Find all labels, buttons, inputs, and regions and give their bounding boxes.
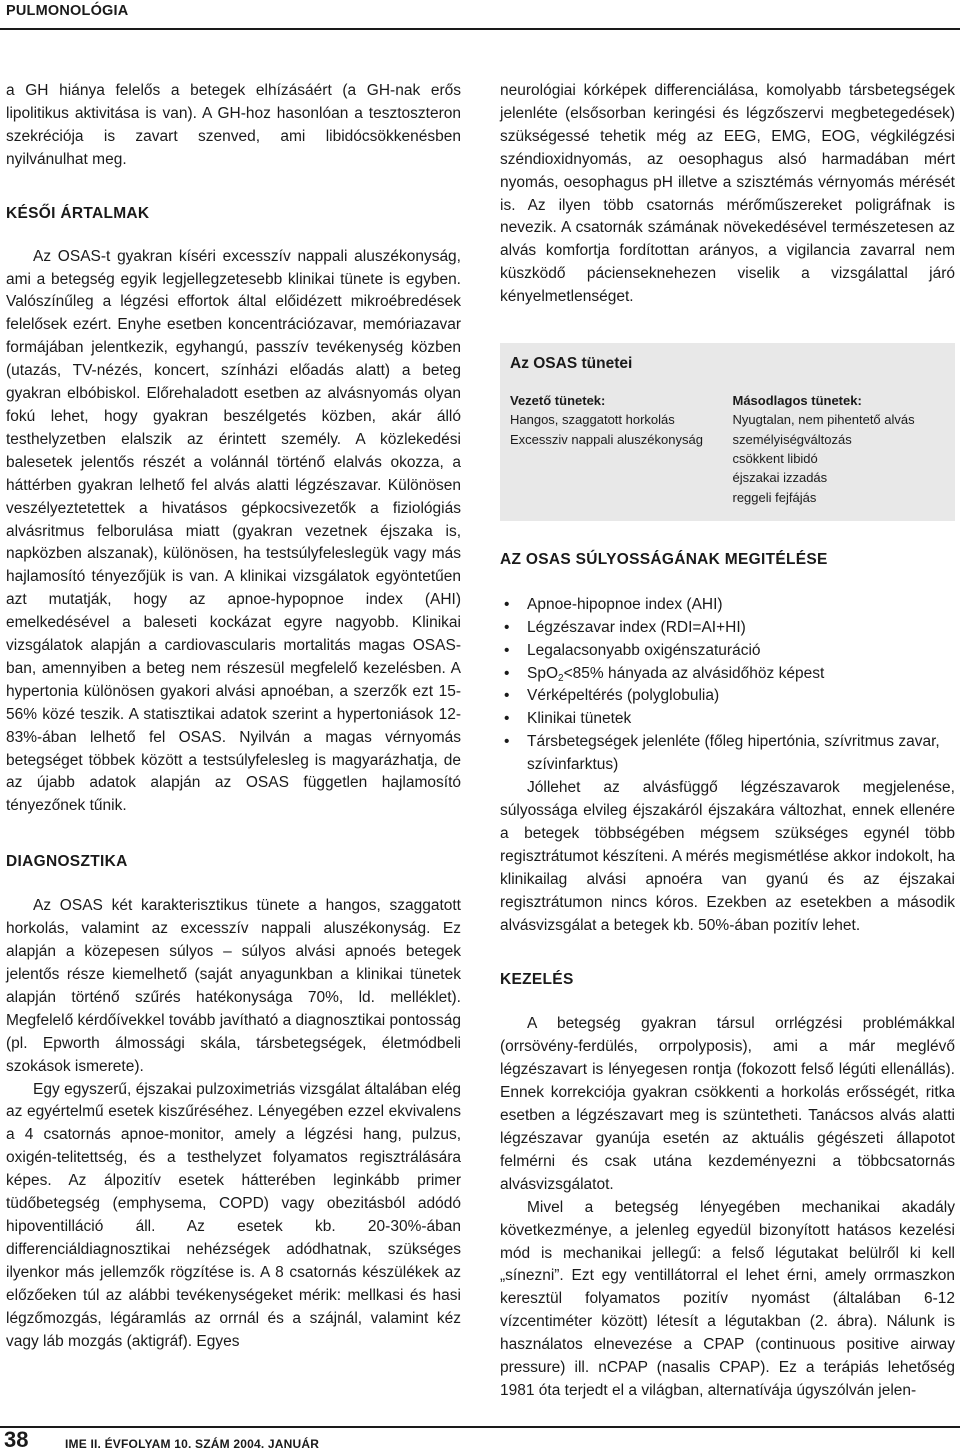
spo-label: SpO [527, 664, 559, 682]
kezeles-paragraph-1: A betegség gyakran társul orrlégzési problémákkal (orrsövény-ferdülés, orrpolyposis), ami a már meglévő légzészavart is lényegesen rontja (fokozott felső légúti ellenállás). Ennek korrekciója gyakran csökkenti a horkolás erősségét, ritka esetben a légzészavart meg is szüntetheti. Tanácsos alvás alatti légzészavar gyanúja esetén az aktuális gégészeti állapotot felmérni és csak utána kezdeményezni a többcsatornás alvásvizsgálatot. [500, 1015, 955, 1193]
list-item: • Vérképeltérés (polyglobulia) [500, 685, 955, 708]
section-label: PULMONOLÓGIA [6, 3, 129, 19]
heading-kesoi-artalmak: KÉSŐI ÁRTALMAK [6, 204, 150, 222]
list-item: • Apnoe-hipopnoe index (AHI) [500, 594, 955, 617]
heading-diagnosztika: DIAGNOSZTIKA [6, 853, 128, 871]
right-intro-paragraph: neurológiai kórképek differenciálása, komolyabb társbetegségek jelenléte (elsősorban keringési és légzőszervi megbetegedések) szükségessé tehetik még az EEG, EMG, EOG, végkilégzési széndioxidnyomás, az oesophagus alsó harmadában mért nyomás, oesophagus pH illetve a szisztémás vérnyomás mérését is. Az ilyen több csatornás mérőműszereket poligráfnak is nevezik. A csatornák számának növekedésével természetesen az alvás komfortja fordítottan arányos, a vigilancia zavarral nem küszködő pácienseknehezen viselik a vizsgálattal járó kényelmetlenséget. [500, 82, 955, 306]
secondary-item: Nyugtalan, nem pihentető alvás [732, 412, 915, 428]
secondary-item: személyiségváltozás [732, 431, 852, 447]
box-title: Az OSAS tünetei [510, 355, 633, 373]
secondary-heading: Másodlagos tünetek: [732, 393, 862, 409]
spo-text: <85% hányada az alvásidőhöz képest [563, 664, 825, 682]
severity-list [500, 594, 955, 777]
list-item: • Legalacsonyabb oxigénszaturáció [500, 640, 955, 663]
heading-sulyossag: AZ OSAS SÚLYOSSÁGÁNAK MEGITÉLÉSE [500, 550, 828, 568]
heading-kezeles: KEZELÉS [500, 971, 574, 989]
diag-paragraph-2: Egy egyszerű, éjszakai pulzoximetriás vizsgálat általában elég az egyértelmű esetek kiszűréséhez. Lényegében ezzel ekvivalens a 4 csatornás apnoe-monitor, amely a légzési hang, pulzus, oxigén-telitettség, és a testhelyzet folyamatos regisztrálására képes. Az álpozitív esetek hátterében leginkább primer tüdőbetegség (emphysema, COPD) vagy obezitásból adódó hipoventilláció áll. Az esetek kb. 20-30%-ában differenciáldiagnosztikai nehézségek adódhatnak, szükséges ilyenkor más jellemzők rögzítése is. A 8 csatornás készülékek az előzőeken túl az alábbi tevékenységeket mérik: mellkasi és hasi légzőmozgás, légáramlás az orrnál és a szájnál, valamint kéz vagy láb mozgás (aktigráf). Egyes [6, 1080, 461, 1350]
spo-subscript: 2 [558, 672, 564, 684]
secondary-item: éjszakai izzadás [732, 470, 828, 486]
footer-rule [0, 1426, 960, 1428]
diag-paragraph-1: Az OSAS két karakterisztikus tünete a hangos, szaggatott horkolás, valamint az excesszív nappali aluszékonyság. Ez alapján a közepesen súlyos – súlyos alvási apnoés betegek jelentős része kiemelhető (saját anyagunkban a klinikai tünetek alapján történő szűrés hatékonysága 70%, ld. melléklet). Megfelelő kérdőívekkel tovább javítható a diagnosztikai pontosság (pl. Epworth álmossági skála, társbetegségek, életmódbeli szokások ismerete). [6, 897, 461, 1075]
intro-paragraph: a GH hiánya felelős a betegek elhízásáért (a GH-nak erős lipolitikus aktivitása is van). A GH-hoz hasonlóan a tesztoszteron szekréciója is zavart szenved, ami libidócsökkenésben nyilvánulhat meg. [6, 82, 461, 168]
journal-info: IME II. ÉVFOLYAM 10. SZÁM 2004. JANUÁR [65, 1437, 320, 1451]
primary-symptoms [510, 391, 721, 507]
list-item: • Légzészavar index (RDI=AI+HI) [500, 617, 955, 640]
right-column [500, 80, 955, 1403]
secondary-symptoms [733, 391, 944, 507]
page-number: 38 [4, 1427, 29, 1452]
top-rule [0, 28, 960, 30]
primary-item: Hangos, szaggatott horkolás [510, 412, 675, 428]
primary-item: Excessziv nappali aluszékonyság [510, 431, 703, 447]
kesoi-paragraph: Az OSAS-t gyakran kíséri excesszív nappali aluszékonyság, ami a betegség egyik legjellegzetesebb klinikai tünete is egyben. Valószínűleg a légzési effortok által előidézett mikroébredések felelősek ezért. Enyhe esetben koncentrációzavar, memóriazavar formájában jelentkezik, egyhangú, passzív tevékenység közben (utazás, TV-nézés, koncert, színházi előadás alatt) a beteg gyakran elbóbiskol. Előrehaladott esetben az alvásnyomás olyan fokú lehet, hogy gyakran beszélgetés közben, akár álló testhelyzetben elalszik az érintett személy. A közlekedési balesetek jelentős részét a volánnál történő elalvás okozza, a háttérben gyakran lelhető fel alvás alatti légzészavar. Különösen veszélyeztetettek a hivatásos gépkocsivezetők a fiziológiás alvásritmus felborulása miatt (gyakran vezetnek éjszaka is, napközben alszanak), különösen, ha testsúlyfeleslegük vagy más hajlamosító tényezőjük is van. A klinikai vizsgálatok egyöntetűen azt mutatják, hogy az apnoe-hypopnoe index (AHI) emelkedésével a baleseti kockázat egyre nagyobb. Klinikai vizsgálatok alapján a cardiovascularis mortalitás magas OSAS-ban, amennyiben a beteg nem részesül megfelelő kezelésben. A hypertonia különösen gyakori alvási apnoéban, a szerzők ezt 15-56% közé teszik. A statisztikai adatok szerint a hypertoniások 12-83%-ában lelhető fel OSAS. Nyilván a magas vérnyomás betegséget többek között a testsúlyfelesleg is magyarázhatja, de az újabb adatok alapján az OSAS független hajlamosító tényezőnek tűnik. [6, 247, 461, 815]
list-item: • Klinikai tünetek [500, 708, 955, 731]
symptoms-box [500, 343, 955, 521]
secondary-item: reggeli fejfájás [732, 489, 817, 505]
box-columns [510, 391, 943, 507]
sulyossag-paragraph: Jóllehet az alvásfüggő légzészavarok megjelenése, súlyossága elvileg éjszakáról éjszakára változhat, ennek ellenére a betegek többségében mégsem szükséges egynél több regisztrátumot készíteni. A mérés megismétlése akkor indokolt, ha klinikailag alvási apnoéra van gyanú és az éjszakai regisztrátumon nincs kóros. Ezekben az esetekben a második alvásvizsgálat a betegek kb. 50%-ában pozitív lehet. [500, 779, 955, 934]
list-item: • Társbetegségek jelenléte (főleg hipertónia, szívritmus zavar, szívinfarktus) [500, 731, 955, 777]
left-column [6, 80, 461, 1353]
kezeles-paragraph-2: Mivel a betegség lényegében mechanikai akadály következménye, a jelenleg egyedül bizonyított hatásos kezelési mód is mechanikai jellegű: a felső légutakat belülről ki kell „sínezni”. Ezt egy ventillátorral el lehet érni, amely orrmaszkon keresztül folyamatos pozitív nyomást (általában 6-12 vízcentiméter között) létesít a légutakban (2. ábra). Nálunk is használatos elnevezése a CPAP (continuous positive airway pressure) ill. nCPAP (nasalis CPAP). Ez a terápiás lehetőség 1981 óta terjedt el a világban, alternatívája úgyszólván jelen- [500, 1198, 955, 1399]
secondary-item: csökkent libidó [732, 450, 818, 466]
list-item [500, 663, 955, 686]
primary-heading: Vezető tünetek: [510, 393, 606, 409]
